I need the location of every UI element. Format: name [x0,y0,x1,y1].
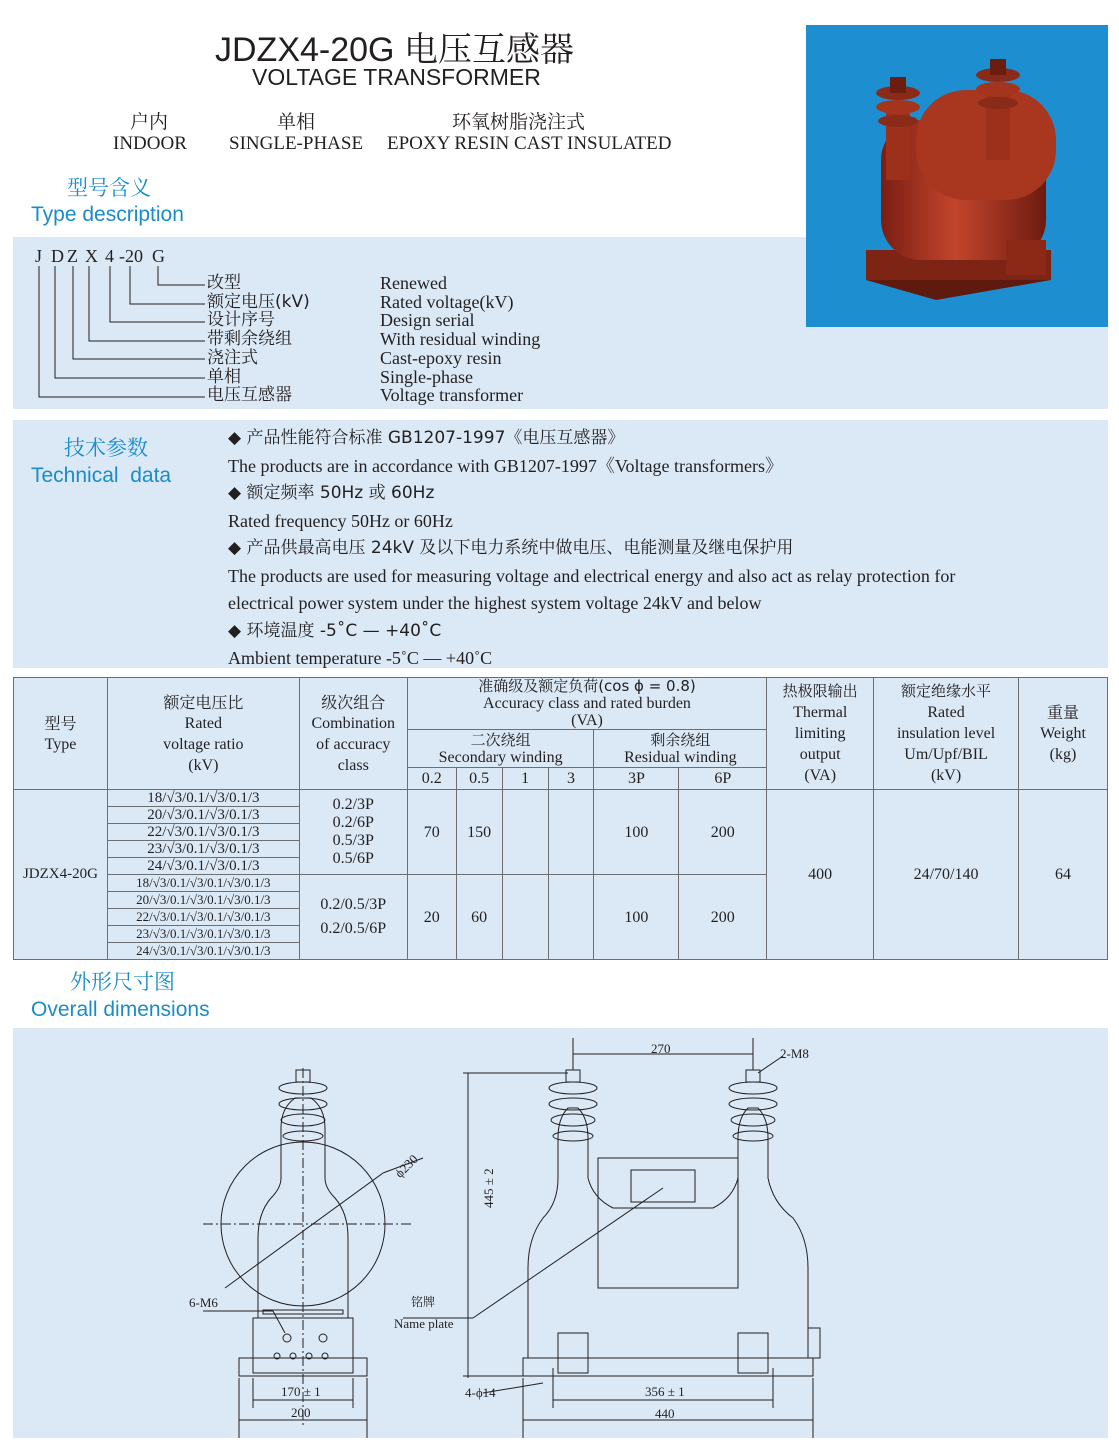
product-photo [806,25,1108,327]
tech-line: The products are in accordance with GB1207-1997《Voltage transformers》 [228,455,784,476]
type-items-en [380,274,540,405]
header-col-6p: 6P [679,768,767,790]
g2-0.5: 60 [456,875,502,960]
type-item-en: Design serial [380,310,475,331]
dim-nameplate-cn: 铭牌 [411,1295,436,1309]
g1-1 [502,790,548,875]
page-title: JDZX4-20G 电压互感器 [215,31,574,69]
type-item-en: Renewed [380,273,447,293]
type-item-en: Single-phase [380,366,473,387]
ratio-row: 23/√3/0.1/√3/0.1/3 [108,841,299,858]
dim-445: 445 ± 2 [481,1168,496,1208]
g2-3 [548,875,594,960]
dim-170: 170 ± 1 [281,1384,321,1399]
ratio-group-2 [107,875,299,960]
g1-6p: 200 [679,790,767,875]
tech-line: electrical power system under the highest system voltage 24kV and below [228,593,762,613]
type-description-band-right [806,327,1108,409]
dim-holes: 4-ϕ14 [465,1385,496,1400]
tech-line: ◆ 产品供最高电压 24kV 及以下电力系统中做电压、电能测量及继电保护用 [228,538,794,558]
g1-3 [548,790,594,875]
g2-3p: 100 [594,875,679,960]
technical-data-heading-en: Technical data [31,464,172,487]
dim-270: 270 [651,1041,671,1056]
type-code-leader-lines [0,0,240,410]
cell-type: JDZX4-20G [14,790,108,960]
type-description-heading-en: Type description [31,203,184,226]
spec-table [13,677,1108,960]
tech-line: The products are used for measuring voltage and electrical energy and also act as relay protection for [228,565,956,586]
header-col-1: 1 [502,768,548,790]
header-secondary: 二次绕组 Secondary winding [407,730,594,768]
header-residual: 剩余绕组 Residual winding [594,730,767,768]
header-ratio: 额定电压比 Rated voltage ratio (kV) [107,678,299,790]
type-items-cn [207,274,310,405]
ratio-row: 22/√3/0.1/√3/0.1/3 [108,824,299,841]
type-item-cn: 带剩余绕组 [207,329,292,350]
type-item-cn: 浇注式 [207,347,258,368]
dimension-drawing [13,1028,1108,1438]
dimensions-heading-en: Overall dimensions [31,998,210,1021]
header-col-3p: 3P [594,768,679,790]
dim-m6: 6-M6 [189,1295,218,1310]
code-letter-4: 4 [105,246,114,266]
type-item-cn: 单相 [207,366,241,387]
dim-diameter: ϕ230 [391,1151,421,1181]
feature-singlephase-en: SINGLE-PHASE [229,133,364,154]
transformer-photo-icon [806,25,1108,327]
code-letter-d: D [51,246,64,266]
header-accuracy: 准确级及额定负荷(cos ϕ = 0.8) Accuracy class and rated burden (VA) [407,678,766,730]
ratio-row: 20/√3/0.1/√3/0.1/√3/0.1/3 [108,892,299,909]
dim-440: 440 [655,1406,675,1421]
ratio-group-1 [107,790,299,875]
feature-indoor-en: INDOOR [113,133,187,154]
header-type: 型号 Type [14,678,108,790]
tech-line: ◆ 产品性能符合标准 GB1207-1997《电压互感器》 [228,428,625,448]
type-description-heading-cn: 型号含义 [67,176,151,200]
g1-0.2: 70 [407,790,456,875]
tech-line: ◆ 额定频率 50Hz 或 60Hz [228,483,435,503]
feature-epoxy-en: EPOXY RESIN CAST INSULATED [387,133,672,154]
cell-insulation: 24/70/140 [874,790,1019,960]
g2-0.2: 20 [407,875,456,960]
header-col-0.2: 0.2 [407,768,456,790]
feature-singlephase-cn: 单相 [277,111,316,133]
type-item-cn: 改型 [207,273,241,293]
header-insulation: 额定绝缘水平 Rated insulation level Um/Upf/BIL (kV) [874,678,1019,790]
g1-0.5: 150 [456,790,502,875]
ratio-row: 24/√3/0.1/√3/0.1/3 [147,858,260,874]
g1-3p: 100 [594,790,679,875]
ratio-row: 20/√3/0.1/√3/0.1/3 [108,807,299,824]
code-letter-j: J [35,246,43,266]
header-col-0.5: 0.5 [456,768,502,790]
feature-epoxy-cn: 环氧树脂浇注式 [452,111,586,133]
ratio-row: 23/√3/0.1/√3/0.1/√3/0.1/3 [108,926,299,943]
type-item-cn: 额定电压(kV) [207,291,310,312]
cell-thermal: 400 [767,790,874,960]
tech-line: ◆ 环境温度 -5˚C — +40˚C [228,620,442,641]
tech-line: Rated frequency 50Hz or 60Hz [228,510,453,531]
ratio-row: 24/√3/0.1/√3/0.1/√3/0.1/3 [136,943,271,958]
ratio-row: 22/√3/0.1/√3/0.1/√3/0.1/3 [108,909,299,926]
g2-6p: 200 [679,875,767,960]
type-item-en: Rated voltage(kV) [380,291,514,312]
technical-data-lines [228,425,955,673]
code-letter-g: G [152,246,165,266]
type-item-cn: 设计序号 [207,310,275,331]
header-weight: 重量 Weight (kg) [1018,678,1107,790]
technical-data-heading-cn: 技术参数 [64,436,148,460]
feature-indoor-cn: 户内 [130,111,169,133]
code-letter-x: X [85,246,98,266]
cell-weight: 64 [1018,790,1107,960]
ratio-row: 18/√3/0.1/√3/0.1/3 [108,790,299,807]
dim-m8: 2-M8 [780,1046,809,1061]
header-col-3: 3 [548,768,594,790]
header-thermal: 热极限输出 Thermal limiting output (VA) [767,678,874,790]
type-item-en: With residual winding [380,329,541,350]
dim-356: 356 ± 1 [645,1384,685,1399]
type-item-cn: 电压互感器 [207,385,292,406]
ratio-row: 18/√3/0.1/√3/0.1/√3/0.1/3 [108,875,299,892]
dim-nameplate-en: Name plate [394,1316,454,1331]
g2-1 [502,875,548,960]
code-letter-z: Z [67,246,78,266]
page-subtitle: VOLTAGE TRANSFORMER [252,64,541,90]
header-combination: 级次组合 Combination of accuracy class [299,678,407,790]
code-letter-20: -20 [119,246,143,266]
type-item-en: Voltage transformer [380,385,524,406]
type-item-en: Cast-epoxy resin [380,347,502,368]
class-group-2: 0.2/0.5/3P 0.2/0.5/6P [299,875,407,960]
dimensions-heading-cn: 外形尺寸图 [70,970,175,994]
dim-200: 200 [291,1405,311,1420]
class-group-1: 0.2/3P 0.2/6P 0.5/3P 0.5/6P [299,790,407,875]
tech-line: Ambient temperature -5˚C — +40˚C [228,648,493,668]
